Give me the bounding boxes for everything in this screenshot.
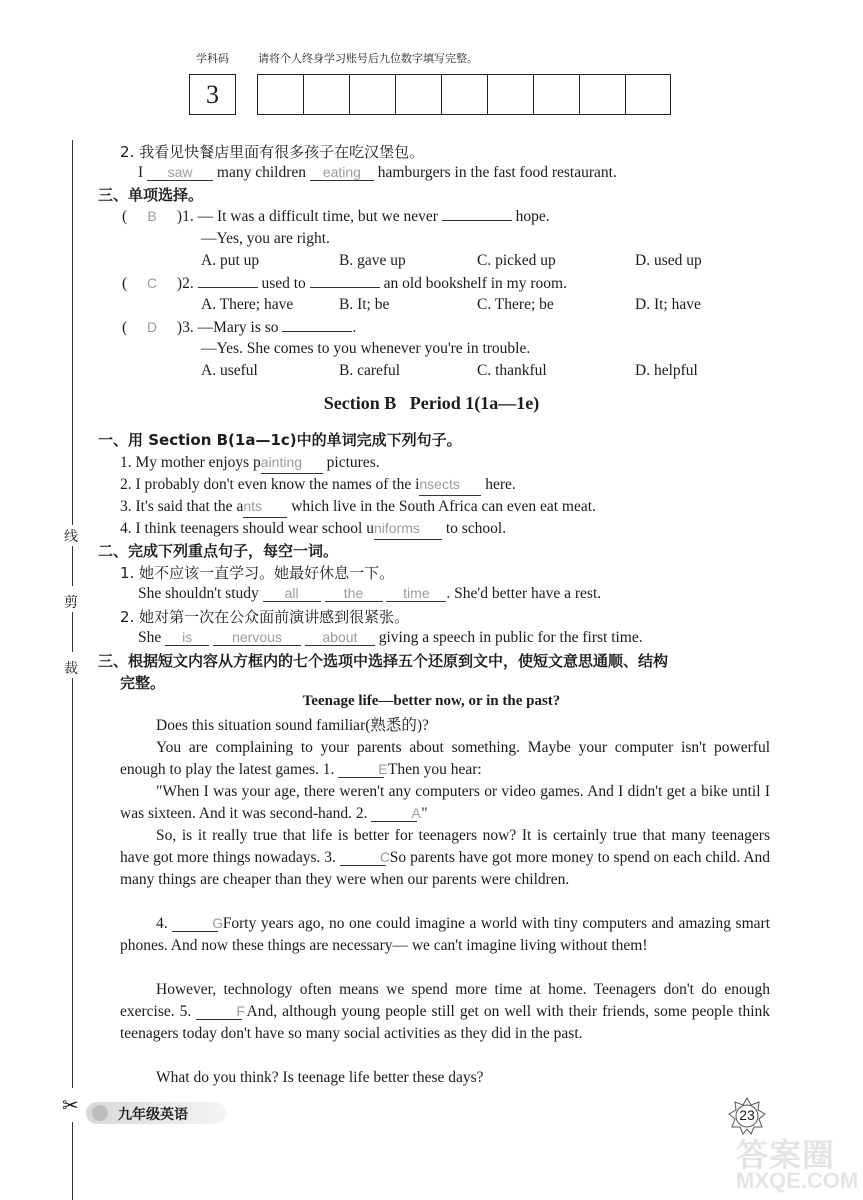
mc-heading: 三、单项选择。 (98, 186, 204, 204)
text: many children (216, 164, 307, 181)
text: used to (261, 275, 306, 292)
margin-label-jian: 剪 (64, 595, 78, 611)
part2-q1-english (138, 583, 601, 605)
subject-code-label: 学科码 (196, 52, 229, 65)
answer-blank[interactable]: F (196, 1003, 242, 1020)
section-title: Section B Period 1(1a—1e) (323, 393, 540, 413)
cut-line (72, 612, 73, 652)
mc-answer[interactable]: B (147, 208, 157, 224)
mc-option[interactable]: C. There; be (477, 296, 554, 313)
answer-blank[interactable]: nervous (213, 629, 301, 646)
text: You are complaining to your parents about something. Maybe your computer isn't powerful enough to play the latest games. 1. (120, 739, 770, 778)
text: However, technology often means we spend more time at home. Teenagers don't do enough exercise. 5. (120, 981, 770, 1020)
text: Forty years ago, no one could imagine a world with tiny computers and amazing smart phones. And now these things are necessary— we can't imagine living without them! (120, 915, 770, 954)
text: )3. —Mary is so (176, 319, 279, 336)
answer-blank[interactable]: A (371, 805, 417, 822)
passage-p5 (120, 913, 770, 957)
passage-p1: Does this situation sound familiar(熟悉的)? (156, 717, 429, 734)
part2-heading: 二、完成下列重点句子，每空一词。 (98, 542, 339, 560)
part3-heading-line2: 完整。 (120, 674, 166, 692)
text: an old bookshelf in my room. (383, 275, 567, 292)
text: to school. (445, 520, 507, 537)
passage-p2 (120, 737, 770, 781)
blank[interactable] (282, 317, 352, 332)
answer-blank[interactable]: C (340, 849, 386, 866)
subject-code-box: 3 (189, 74, 235, 115)
digit-box[interactable] (487, 74, 533, 115)
text: )1. — It was a difficult time, but we never (176, 208, 438, 225)
digit-box[interactable] (349, 74, 395, 115)
passage-p3 (120, 781, 770, 825)
margin-label-cai: 裁 (64, 661, 78, 677)
text: hamburgers in the fast food restaurant. (377, 164, 617, 181)
text: She (138, 629, 162, 646)
answer-blank[interactable]: eating (310, 164, 374, 181)
answer-blank[interactable]: E (338, 761, 384, 778)
part2-q1-chinese: 1. 她不应该一直学习。她最好休息一下。 (120, 564, 395, 582)
answer-blank[interactable]: G (172, 915, 218, 932)
footer-book-title: 九年级英语 (118, 1107, 188, 1123)
answer-blank[interactable]: the (325, 585, 383, 602)
mc-option[interactable]: D. used up (635, 252, 702, 269)
text: giving a speech in public for the first time. (378, 629, 643, 646)
blank[interactable] (198, 273, 258, 288)
text: She shouldn't study (138, 585, 259, 602)
answer-blank[interactable]: nts (243, 495, 287, 518)
account-instruction: 请将个人终身学习账号后九位数字填写完整。 (258, 52, 478, 65)
mc-q1 (122, 205, 550, 228)
mc-q3-reply: —Yes. She comes to you whenever you're in trouble. (201, 340, 531, 357)
cut-line (72, 546, 73, 586)
answer-blank[interactable]: niforms (374, 517, 442, 540)
mc-option[interactable]: D. helpful (635, 362, 698, 379)
digit-box[interactable] (579, 74, 625, 115)
text: 4. (156, 915, 168, 932)
passage-p6 (120, 979, 770, 1045)
text: here. (485, 476, 516, 493)
digit-box[interactable] (625, 74, 671, 115)
text: pictures. (326, 454, 380, 471)
mc-option[interactable]: B. careful (339, 362, 401, 379)
part1-s4 (120, 517, 506, 540)
text: I (138, 164, 144, 181)
mc-option[interactable]: A. There; have (201, 296, 294, 313)
cut-line (72, 678, 73, 1088)
part1-s3 (120, 495, 596, 518)
digit-box[interactable] (303, 74, 349, 115)
watermark-text: 答案圈 (736, 1136, 836, 1174)
part3-heading-line1: 三、根据短文内容从方框内的七个选项中选择五个还原到文中，使短文意思通顺、结构 (98, 652, 669, 670)
text: 4. I think teenagers should wear school u (120, 520, 374, 537)
text: ( (122, 319, 128, 336)
text: 2. I probably don't even know the names of the i (120, 476, 420, 493)
text: which live in the South Africa can even eat meat. (291, 498, 596, 515)
answer-blank[interactable]: nsects (419, 473, 481, 496)
passage-p7: What do you think? Is teenage life better these days? (156, 1069, 484, 1086)
text: So, is it really true that life is better for teenagers now? It is certainly true that many teenagers have got more things nowadays. 3. (120, 827, 770, 866)
mc-q3 (122, 316, 356, 339)
mc-q2 (122, 272, 567, 295)
mc-option[interactable]: B. It; be (339, 296, 390, 313)
text: 1. My mother enjoys p (120, 454, 261, 471)
answer-blank[interactable]: saw (147, 164, 213, 181)
page-number: 23 (739, 1107, 755, 1123)
digit-box[interactable] (533, 74, 579, 115)
mc-option[interactable]: B. gave up (339, 252, 406, 269)
text: . (352, 319, 357, 336)
text: . She'd better have a rest. (446, 585, 602, 602)
text: )2. (176, 275, 194, 292)
account-number-boxes (189, 74, 671, 118)
q2-chinese: 2. 我看见快餐店里面有很多孩子在吃汉堡包。 (120, 143, 425, 161)
box-gap (235, 74, 257, 115)
answer-blank[interactable]: is (165, 629, 209, 646)
mc-option[interactable]: A. put up (201, 252, 260, 269)
mc-answer[interactable]: C (146, 275, 158, 291)
answer-blank[interactable]: time (386, 585, 446, 602)
text: hope. (515, 208, 550, 225)
passage-p4 (120, 825, 770, 891)
part1-s2 (120, 473, 516, 496)
mc-answer[interactable]: D (146, 319, 158, 335)
part2-q2-chinese: 2. 她对第一次在公众面前演讲感到很紧张。 (120, 608, 410, 626)
text: "When I was your age, there weren't any computers or video games. And I didn't get a bike until I was sixteen. And it was second-hand. 2. (120, 783, 770, 822)
cut-line (72, 140, 73, 525)
text: ( (122, 275, 128, 292)
q2-english (138, 162, 617, 184)
part2-q2-english (138, 627, 643, 649)
passage-title: Teenage life—better now, or in the past? (302, 693, 561, 709)
watermark-site: MXQE.COM (736, 1168, 859, 1193)
text: Then you hear: (387, 761, 482, 778)
blank[interactable] (310, 273, 380, 288)
text: And, although young people still get on well with their friends, some people think teenagers today don't have so many social activities as they did in the past. (120, 1003, 771, 1042)
text: ( (122, 208, 128, 225)
answer-blank[interactable]: ainting (261, 451, 323, 474)
text: So parents have got more money to spend on each child. And many things are cheaper than they were when our parents were children. (120, 849, 771, 888)
cut-line (72, 1122, 73, 1200)
margin-label-xian: 线 (64, 529, 78, 545)
digit-box[interactable] (395, 74, 441, 115)
mc-option[interactable]: D. It; have (635, 296, 701, 313)
digit-box[interactable] (257, 74, 303, 115)
text: 3. It's said that the a (120, 498, 244, 515)
blank[interactable] (442, 206, 512, 221)
part1-heading: 一、用 Section B(1a—1c)中的单词完成下列句子。 (98, 431, 462, 449)
scissors-icon: ✂ (62, 1095, 79, 1117)
footer-circle-icon (92, 1105, 108, 1121)
mc-option[interactable]: C. thankful (477, 362, 547, 379)
digit-box[interactable] (441, 74, 487, 115)
part1-s1 (120, 451, 380, 474)
answer-blank[interactable]: all (263, 585, 321, 602)
mc-q1-reply: —Yes, you are right. (201, 230, 330, 247)
mc-option[interactable]: A. useful (201, 362, 258, 379)
text: " (421, 805, 428, 822)
mc-option[interactable]: C. picked up (477, 252, 556, 269)
answer-blank[interactable]: about (305, 629, 375, 646)
